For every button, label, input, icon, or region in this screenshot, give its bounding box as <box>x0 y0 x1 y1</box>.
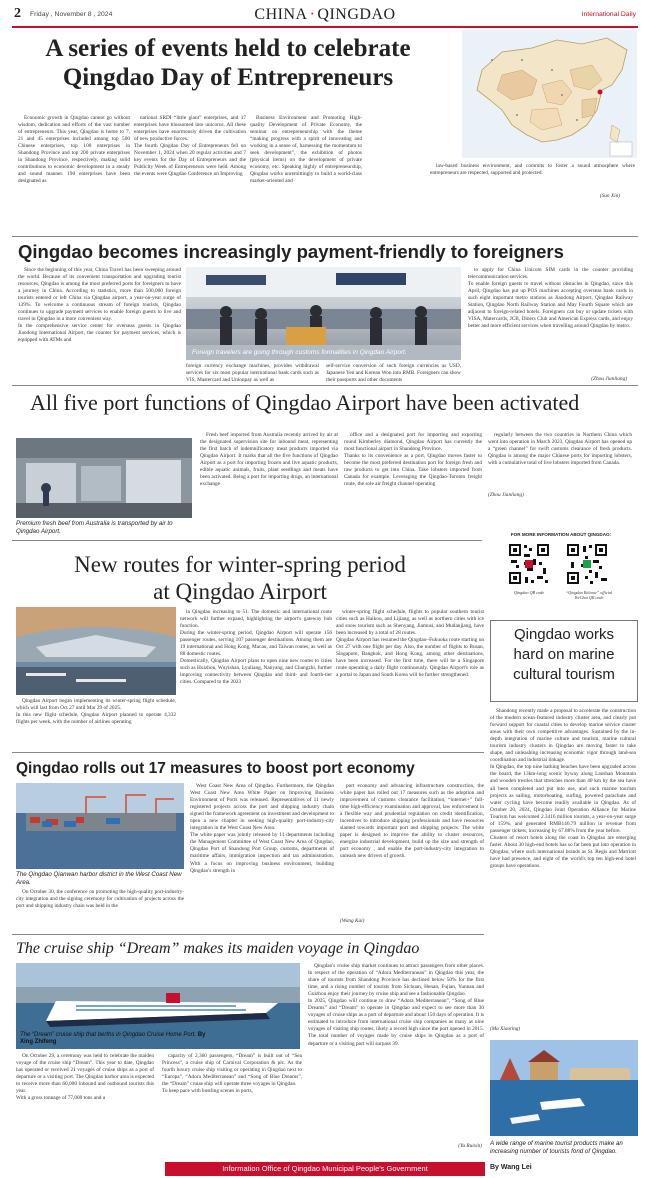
cruise-col2: capacity of 2,360 passengers, “Dream” is built out of “Sea Princess”, a cruise ship of Carnival Corporation & plc. As the fourth luxury cruise ship visiting or operating in Qingdao next to “Europa”, “Adora Mediterranean” and “Song of Blue Dreams”, the “Dream” cruise ship will operate three voyages in Qingdao. To keep pace with bustling scenes in ports, <box>162 1053 302 1095</box>
page-number: 2 <box>14 6 21 21</box>
beef-photo-caption: Premium fresh beef from Australia is transported by air to Qingdao Airport. <box>16 520 173 535</box>
marine-photo <box>490 1040 638 1136</box>
airport-counter-image <box>186 267 461 360</box>
harbor-photo-caption: The Qingdao Qianwan harbor district in the West Coast New Area. <box>16 871 182 886</box>
routes-col1: Qingdao Airport began implementing its winter-spring flight schedule, which will last from Oct 27 until Mar 29 of 2025. In this new flight schedule, Qingdao Airport planned to operate 4,332 flights per week, with the number of airlines operating <box>16 698 176 726</box>
qr-box <box>497 530 625 620</box>
entrepreneurs-headline: A series of events held to celebrate Qingdao Day of Entrepreneurs <box>45 35 411 91</box>
payment-col1: Since the beginning of this year, China Travel has been sweeping around the world. Because of its convenient transportation and upgrading tourist resources, Qingdao is among the most preferred ports for foreigners to have a journey in China. According to statistics, more than 500,000 foreign tourists entered or left China via Qingdao airport, a year-on-year surge of 139%. To welcome a continuous stream of foreign tourists, Qingdao continues to upgrade payment services to enable foreign guests to live and travel in Qingdao in a more convenient way. In the comprehensive service center for overseas guests in Qingdao Jiaodong International Airport, the counter for payment services, which is equipped with ATMs and <box>18 267 181 344</box>
entrepreneurs-article <box>0 30 650 235</box>
entrepreneurs-col1: Economic growth in Qingdao cannot go without wisdom, dedication and efforts of the vast number of entrepreneurs. This year, Qingdao is home to 7, 21 and 45 enterprises included among top 500 Chinese enterprises, top 100 enterprises in Shandong Province and top 200 private enterprises in Shandong Province, respectively, making solid contributions to economic development in a steady and sound manner. 190 enterprises have been designated as <box>18 115 130 185</box>
port-economy-byline: (Wang Kai) <box>340 918 365 924</box>
entrepreneurs-col4: law-based business environment, and commits to foster a sound atmosphere where entrepreneurs are respected, supported and protected. <box>430 163 635 177</box>
port-functions-article <box>12 388 638 538</box>
port-economy-col1: On October 30, the conference on promoting the high-quality port-industry-city integration and the signing ceremony for cultivation of projects across the port and shipping industry chain was held in the <box>16 889 184 910</box>
entrepreneurs-col3: Business Environment and Promoting High-quality Development of Private Economy, the seminar on entrepreneurship with the theme “making progress with a spirit of innovating and working in a sense of, harnessing the momentum to seek development”, the exhibition of photos (physical items) on the development of private economy, etc. Speaking highly of entrepreneurship, Qingdao works unremittingly to build a world-class market-oriented and <box>250 115 362 185</box>
cruise-photo <box>16 963 300 1049</box>
airport-aerial-photo <box>16 607 176 695</box>
beef-photo <box>16 438 192 518</box>
marine-body: Shandong recently made a proposal to accelerate the construction of the modern ocean-featured industry cluster area, and clearly put forward support for coastal cities to develop marine service cluster areas with their own competitive advantages. Sustained by the in-depth integration of marine culture and tourism, marine cultural tourism industry clusters in Qingdao are moving faster to take shape, and unleashing increasing economic vigor through land-sea coordination and industrial linkage. In Qingdao, the top nine bathing beaches have been upgraded across the board, the 13km-long scenic byway along Laoshan Mountain and wooden trestles that stretches more than 40 km by the sea have all been completed and put into use, and such marine tourism projects as sailing, motorboating, surfing, powered parachute and water cycling have become readily available in Qingdao. As of October 20, 2024, Qingdao Joint Operation Alliance for Marine Tourism has welcomed 2.3416 million tourists, a year-on-year surge of 159%, and generated RMB146.79 million in revenue from passenger tickets, increasing by 67.88% from the year before. Clusters of resort hotels along the coast in Qingdao are emerging faster. About 30 high-end hotels has so far been put into operation in Qingdao, where such international brands as St. Regis and Marriott have had presence, and eight of the world's top ten high-end hotel groups have operations. <box>490 708 636 870</box>
port-functions-col1: Fresh beef imported from Australia recently arrived by air at the designated supervision site for inbound meat, representing the first batch of indemnificatory meat products imported via Qingdao Airport. It marks that all the five functions of Qingdao Airport as a port for importing frozen and live aquatic products, edible aquatic animals, fruits, plant seedlings and meats have been activated. Being a port for importing drugs, an international exchange <box>200 432 338 488</box>
terminal-image <box>16 607 176 695</box>
marine-photo-credit: By Wang Lei <box>490 1164 532 1171</box>
payment-byline: (Zhou Jianliang) <box>591 376 627 382</box>
port-economy-article <box>12 752 484 934</box>
cruise-article <box>12 934 484 1156</box>
routes-col2: in Qingdao increasing to 51. The domestic and international route network will further expand, highlighting the airport's gateway hub function. During the winter-spring period, Qingdao Airport will operate 156 passenger routes, serving 107 passenger destinations. Among them are 19 international and Hong Kong, Macao, and Taiwan routes, as well as 88 domestic routes. Domestically, Qingdao Airport plans to open nine new routes to cities such as Huizhou, Wuyishan, Lyuliang, Nanyang, and Changzhi, further improving connectivity between Qingdao and third- and fourth-tier cities. Compared to the 2023 <box>180 609 332 686</box>
routes-col3: winter-spring flight schedule, flights to popular southern tourist cities such as Haikou, and Lijiang, as well as northern cities with ice and snow tourism such as Shenyang, Jiamusi, and Mudanjiang, have been increased by a total of 28 routes. Qingdao Airport has resumed the Qingdao–Fukuoka route starting on Oct 27 with one flight per day. Also, the number of flights to Busan, Singapore, Bangkok, and Hong Kong, among other destinations, have been increased. For the first time, there will be a Singapore route operating a daily flight continuously. Qingdao Airport's role as a portal to Japan and South Korea will be further strengthened. <box>336 609 484 679</box>
payment-photo <box>186 267 461 360</box>
port-economy-col2: West Coast New Area of Qingdao. Furthermore, the Qingdao West Coast New Area White Paper on Improving Business Environment of Ports was released. Representatives of 11 newly registered projects across the port and shipping industry chain signed the framework agreement on investment and development to open a new chapter in seeking high-quality port-industry-city integration in the West Coast New Area. The white paper was jointly released by 11 departments including the Management Committee of West Coast New Area of Qingdao, Qingdao Port of Shandong Port Group, customs, departments of maritime affairs, immigration inspection and tax administration. With a focus on improving business environment, building Qingdao's strength in <box>190 783 334 874</box>
port-economy-headline: Qingdao rolls out 17 measures to boost port economy <box>16 760 415 777</box>
marine-photo-caption: A wide range of marine tourist products make an increasing number of tourists fond of Qingdao. <box>490 1140 623 1155</box>
cruise-headline: The cruise ship “Dream” makes its maiden voyage in Qingdao <box>16 940 420 957</box>
marine-byline: (Ma Xiaoting) <box>490 1026 521 1032</box>
harbor-image <box>16 783 184 869</box>
entrepreneurs-col2: national SRDI “little giant” enterprises, and 17 enterprises have blossomed into unicorns. All these enterprises have enormously driven the cultivation of new productive forces. The fourth Qingdao Day of Entrepreneurs fell on November 1, 2024 when 20 regular activities and 7 key events for the Day of Entrepreneurs and the Publicity Week of Entrepreneurs were held. Among the events were Qingdao Conference on Improving <box>134 115 246 178</box>
cruise-photo-caption: The “Dream” cruise ship that berths in Qingdao Cruise Home Port. By Xing Zhifeng <box>20 1032 206 1045</box>
routes-headline: New routes for winter-spring period at Qingdao Airport <box>74 552 406 604</box>
payment-col3: self-service conversion of such foreign currencies as USD, Japanese Yen and Korean Won into RMB. Foreigners can show their passports and other documents <box>326 363 461 384</box>
header-rule <box>12 26 638 28</box>
cruise-col3: Qingdao's cruise ship market continues to attract passengers from other places. In respect of the operation of “Adora Mediterranean” in Qingdao this year, the share of tourists from Shandong Province has declined below 50% for the first time, and a rising number of tourists from Sichuan, Henan, Fujian, Yunnan and Guizhou enjoy their journey by cruise ship and see a fashionable Qingdao. In 2025, Qingdao will continue to draw “Adora Mediterranean”, “Song of Blue Dreams” and “Dream” to operate in Qingdao and expect to see more than 30 voyages of cruise ships as a port of departure and about 150 days of operation. It is estimated to introduce from international cruise ship companies as many as nine voyages of visiting ship routes, likely a record high since the port opened in 2015. The total number of voyages made by cruise ships in Qingdao as a port of departure or a visiting port will surpass 39. <box>308 963 484 1047</box>
marine-headline: Qingdao works hard on marine cultural tourism <box>513 626 615 683</box>
qr-title: FOR MORE INFORMATION ABOUT QINGDAO: <box>510 532 612 537</box>
entrepreneurs-byline: (Sun Xin) <box>599 193 620 199</box>
cruise-byline: (Yu Ruixin) <box>458 1143 482 1149</box>
page-title: CHINA · QINGDAO <box>254 6 396 23</box>
cruise-col1: On October 29, a ceremony was held to celebrate the maiden voyage of the cruise ship “Dream”. This year to date, Qingdao has operated or received 21 voyages of cruise ships as a port of departure or a visiting port. The Qingdao harbor area is expected to receive more than 60,000 inbound and outbound tourists this year. With a gross tonnage of 77,000 tons and a <box>16 1053 154 1102</box>
port-functions-col2: office and a designated port for importing and exporting round Kimberley diamond, Qingdao Airport has currently the most functional airport in Shandong Province. Thanks to its convenience as a port, Qingdao moves faster to become the most preferred destination port for foreign fresh and raw products to get into China. Take lobsters imported from Canada for example. Leveraging the Qingdao-Toronto freight route, the sole air freight channel operating <box>344 432 482 488</box>
footer-text: Information Office of Qingdao Municipal People's Government <box>222 1164 428 1173</box>
payment-col2: foreign currency exchange machines, provides withdrawal services for six most popular international bank cards such as VIS, Mastercard and Unionpay as well as <box>186 363 319 384</box>
payment-photo-caption: Foreign travelers are going through customs formalities in Qingdao Airport. <box>192 349 407 356</box>
port-functions-byline: (Zhou Jianliang) <box>488 492 524 498</box>
cruise-photo-credit: By Xing Zhifeng <box>20 1032 206 1045</box>
waterfront-image <box>490 1040 638 1136</box>
qr-code-2 <box>565 542 609 586</box>
issue-date: Friday , November 8 , 2024 <box>30 11 113 18</box>
port-functions-headline: All five port functions of Qingdao Airport have been activated <box>30 390 580 415</box>
marine-article <box>490 620 638 1171</box>
edition-label: International Daily <box>581 11 636 18</box>
port-functions-col3: regularly between the two countries in Northern China which went into operation in March 2023, Qingdao Airport has opened up a “green channel” for swift customs clearance of fresh products. Qingdao is among the major Chinese ports for importing lobsters, with a cumulative total of live lobsters imported from Canada. <box>488 432 632 467</box>
qr-code-1 <box>507 542 551 586</box>
qr-label-1: Qingdao QR code <box>513 590 545 595</box>
china-map <box>462 30 637 158</box>
cargo-image <box>16 438 192 518</box>
page-header <box>0 0 650 30</box>
payment-col4: to apply for China Unicom SIM cards in the counter providing telecommunication services. To enable foreign guests to travel without obstacles in Qingdao, since this April, Qingdao has put up POS machines accepting overseas bank cards in such eight important metro stations as Jiaodong Airport, Qingdao Railway Station, Qingdao North Railway Station and May Fourth Square which are adjacent to foreign-related hotels. Foreigners can buy or update tickets with VISA, Matercards, JCB, Diners Club and American Express cards, and enjoy better and more efficient services when travelling around Qingdao by metro. <box>468 267 633 330</box>
marine-headline-box <box>490 620 638 702</box>
harbor-photo <box>16 783 184 869</box>
footer-band <box>165 1162 485 1176</box>
port-economy-col3: port economy and advancing infrastructure construction, the white paper has rolled out 17 measures such as the adoption and improvement of customs clearance facilitation, “internet+” full-time high-efficiency examination and approval, law enforcement in a flexible way and prudential regulation on credit identification, incentives to introduce shipping professionals and have resources slanted towards important port and shipping projects. The white paper is designed to improve the ability to cluster resources, energize industrial development, build up the size and strength of port economy , and enable the port-industry-city integration to unleash new drivers of growth. <box>340 783 484 860</box>
payment-article <box>12 236 638 386</box>
map-graphic <box>462 30 637 158</box>
payment-headline: Qingdao becomes increasingly payment-friendly to foreigners <box>18 241 564 262</box>
qr-label-2: “Qingdao Release” official WeChat QR code <box>565 590 613 600</box>
